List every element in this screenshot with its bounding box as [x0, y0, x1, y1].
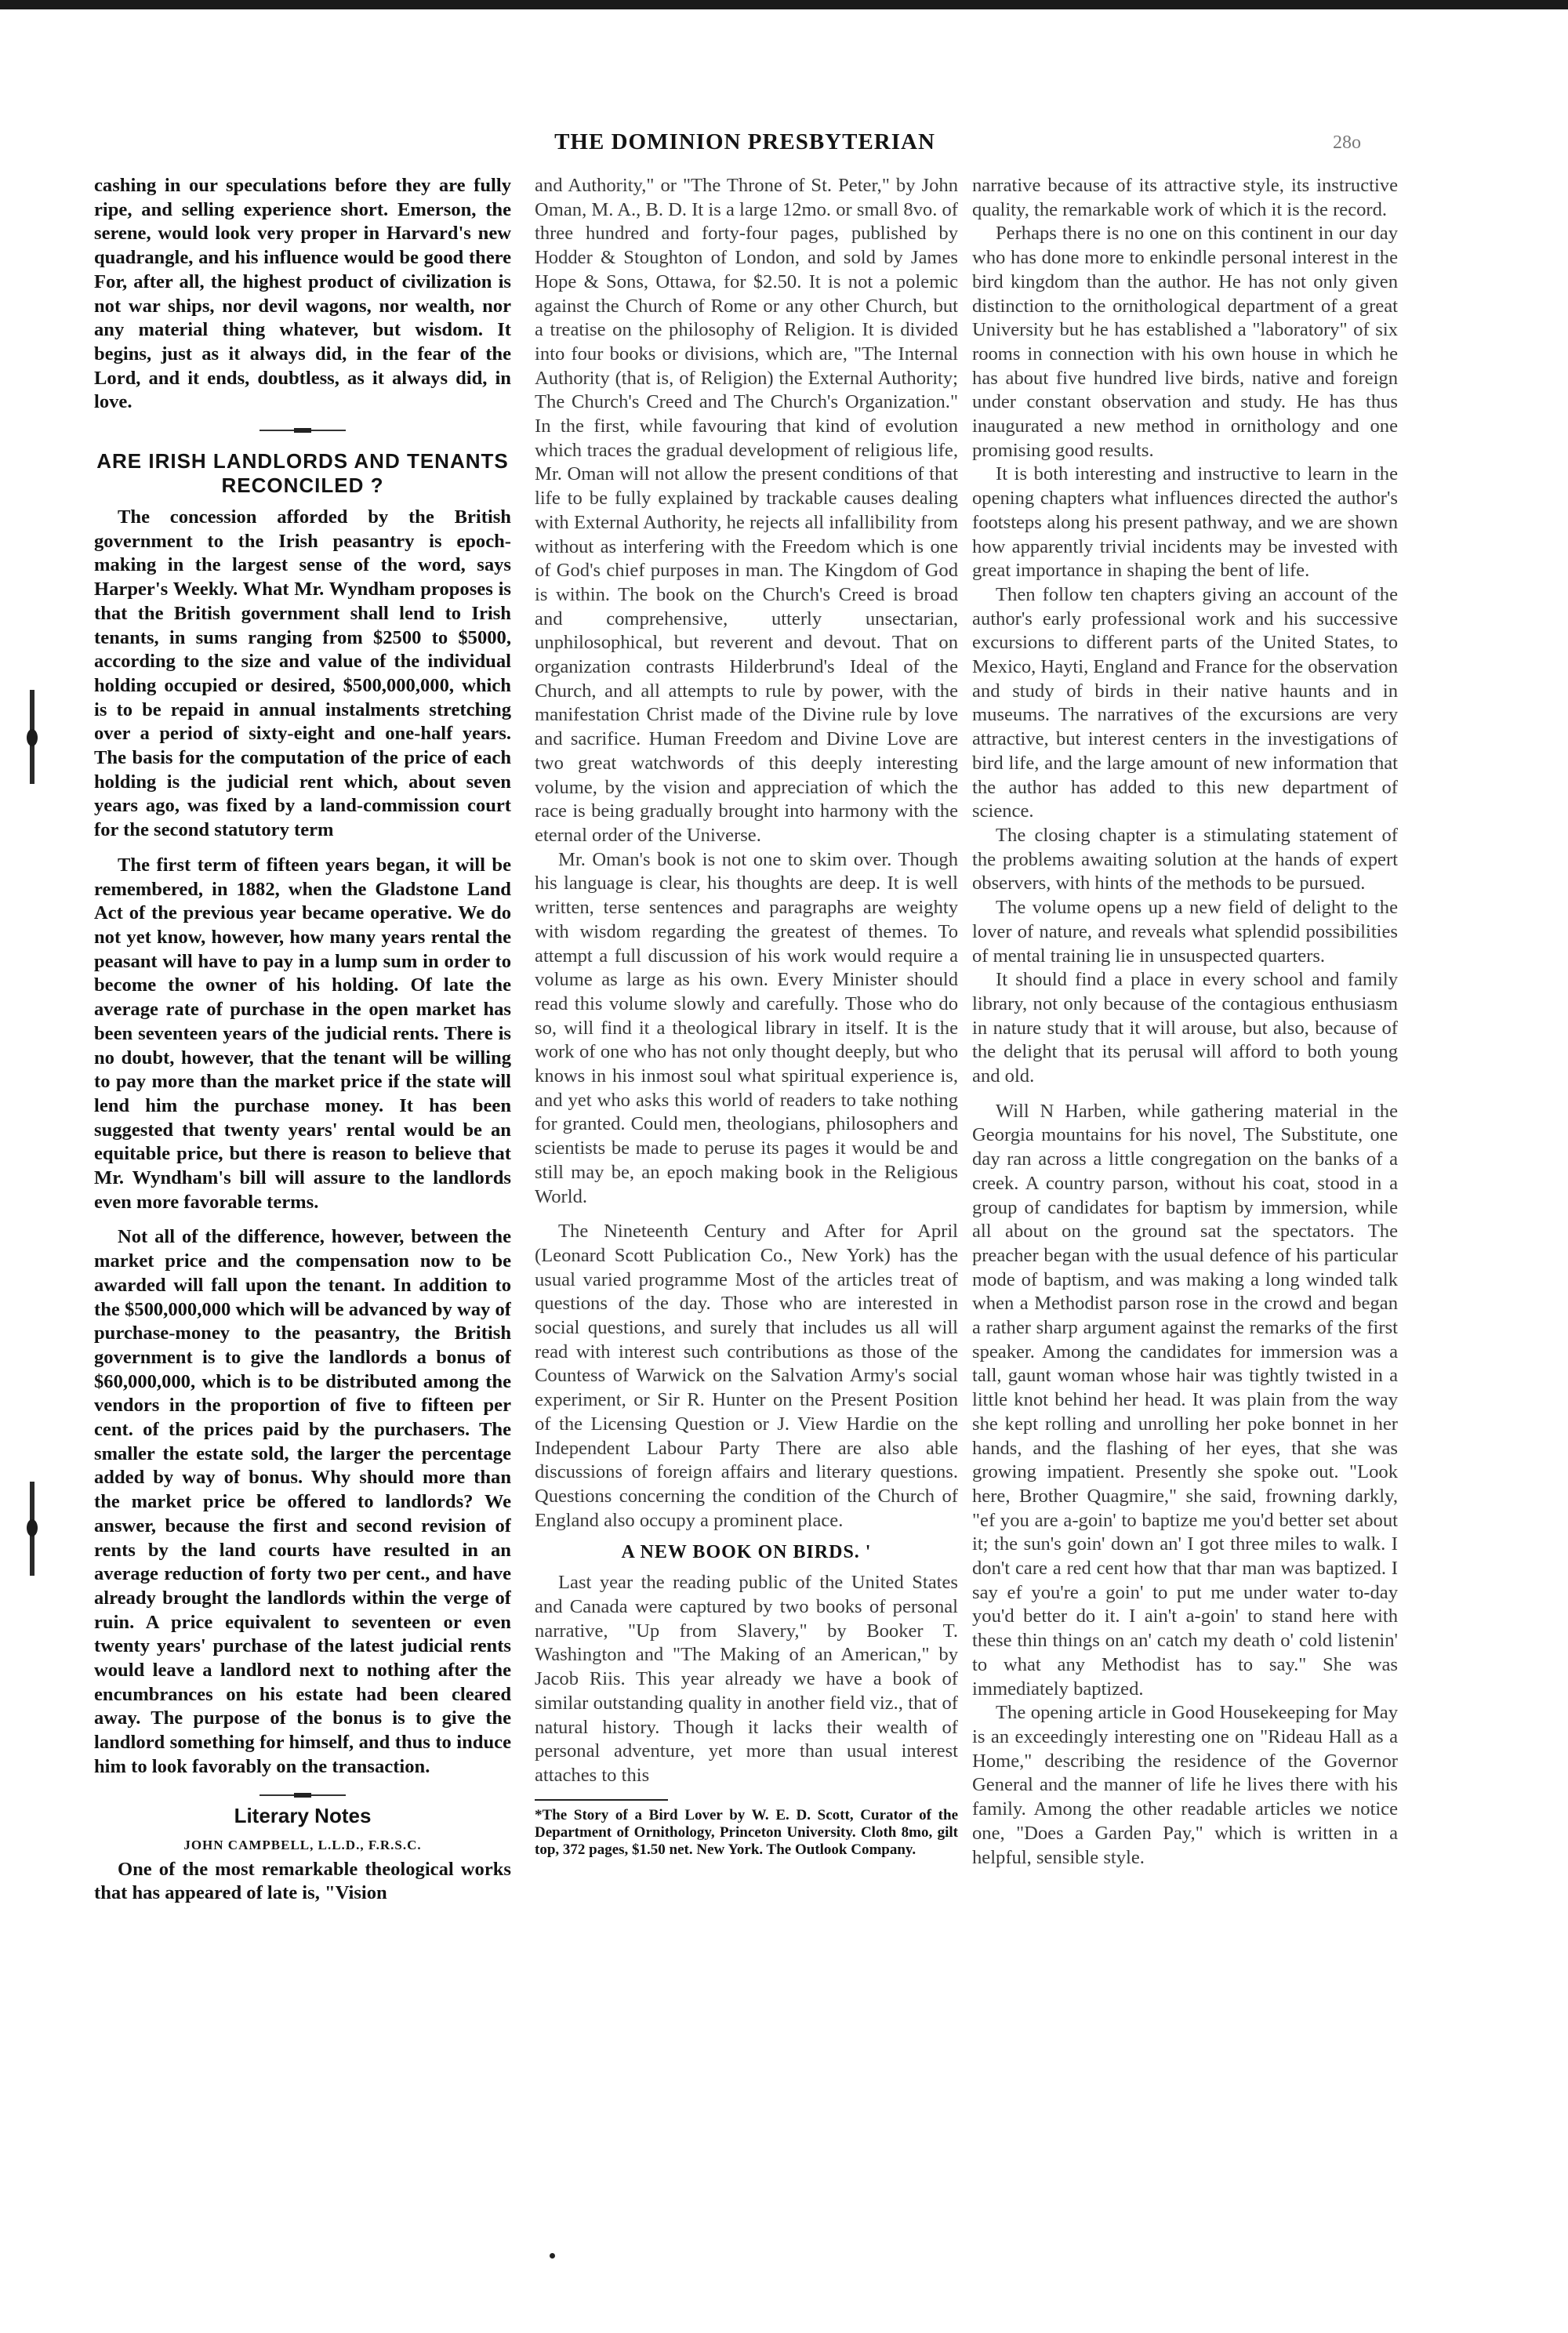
binding-mark-lower: [27, 1482, 38, 1576]
page-header: [0, 129, 1568, 169]
irish-paragraph-2: The first term of fifteen years began, it will be remembered, in 1882, when the Gladstone Land Act of the previous year became operative. We do not yet know, however, how many years rental the peasant will have to pay in a lump sum in order to become the owner of his holding. Of late the average rate of purchase in the open market has been seventeen years of the judicial rents. There is no doubt, however, that the tenant will be willing to pay more than the market price if the state will lend him the purchase money. It has been suggested that twenty years' rental would be an equitable price, but there is reason to believe that Mr. Wyndham's bill will assure to the landlords even more favorable terms.: [94, 854, 511, 1213]
binding-mark-upper: [27, 690, 38, 784]
column-right: [972, 174, 1398, 2181]
section-divider-ornament: [94, 1786, 511, 1794]
literary-notes-heading: Literary Notes: [234, 1803, 372, 1827]
nineteenth-century-paragraph: The Nineteenth Century and After for April (Leonard Scott Publication Co., New York) has the usual varied programme Most of the articles treat of questions of the day. Those who are interested in social questions, and surely that includes us all will read with interest such contributions as those of the Countess of Warwick on the Salvation Army's social experiment, or Sir R. Hunter on the Present Position of the Licensing Question or J. View Hardie on the Independent Labour Party There are also able discussions of foreign affairs and literary questions. Questions concerning the condition of the Church of England also occupy a prominent place.: [535, 1221, 958, 1531]
birds-book-paragraph-2: narrative because of its attractive style, its instructive quality, the remarkable work of which it is the record.: [972, 175, 1398, 220]
oman-review-paragraph-2: Mr. Oman's book is not one to skim over. Though his language is clear, his thoughts are deep. It is well written, terse sentences and paragraphs are weighty with wisdom regarding the greatest of themes. To attempt a full discussion of his work would require a volume as large as his own. Every Minister should read this volume slowly and carefully. Those who do so, will find it a theological library in itself. It is the work of one who has not only thought deeply, but who knows in his inmost soul what spiritual experience is, and yet who asks this world of readers to take nothing for granted. Could men, theologians, philosophers and scientists be made to peruse its pages it would be and still may be, an epoch making book in the Religious World.: [535, 848, 958, 1207]
oman-review-paragraph-1: and Authority," or "The Throne of St. Peter," by John Oman, M. A., B. D. It is a large 12mo. or small 8vo. of three hundred and forty-four pages, published by Hodder & Stoughton of London, and sold by James Hope & Sons, Ottawa, for $2.50. It is not a polemic against the Church of Rome or any other Church, but a treatise on the philosophy of Religion. It is divided into four books or divisions, which are, "The Internal Authority (that is, of Religion) the External Authority; The Church's Creed and The Church's Organization." In the first, while favouring that kind of evolution which traces the gradual development of religious life, Mr. Oman will not allow the present conditions of that life to be fully explained by trackable causes dealing with External Authority, he rejects all infallibility from without as interfering with the Freedom which is one of God's chief purposes in man. The Kingdom of God is within. The book on the Church's Creed is broad and comprehensive, utterly unsectarian, unphilosophical, but reverent and devout. That on organization contrasts Hilderbrund's Ideal of the Church, and all attempts to rule by power, with the manifestation Christ made of the Divine rule by love and sacrifice. Human Freedom and Divine Love are two great watchwords of this deeply interesting volume, by the vision and appreciation of which the race is being gradually brought into harmony with the eternal order of the Universe.: [535, 175, 958, 846]
good-housekeeping-paragraph: The opening article in Good Housekeeping for May is an exceedingly interesting one on "Rideau Hall as a Home," describing the residence of the Governor General and the manner of life he lives there with his family. Among the other readable articles we notice one, "Does a Garden Pay," which is written in a helpful, sensible style.: [972, 1702, 1398, 1868]
footnote: *The Story of a Bird Lover by W. E. D. Scott, Curator of the Department of Ornithology, Princeton University. Cloth 8mo, gilt top, 372 pages, $1.50 net. New York. The Outlook Company.: [535, 1806, 958, 1858]
emerson-paragraph: cashing in our speculations before they are fully ripe, and selling experience short. Emerson, the serene, would look very proper in Harvard's new quadrangle, and his influence would be good there For, after all, the highest product of civilization is not war ships, nor devil wagons, nor wealth, nor any material thing whatever, but wisdom. It begins, just as it always did, in the fear of the Lord, and it ends, doubtless, as it always did, in love.: [94, 175, 511, 413]
harben-baptism-paragraph: Will N Harben, while gathering material in the Georgia mountains for his novel, The Substitute, one day ran across a little congregation on the banks of a creek. A country parson, without his coat, stood in a group of candidates for baptism by immersion, while all about on the ground sat the spectators. The preacher began with the usual defence of his particular mode of baptism, and was making a long winded talk when a Methodist parson rose in the crowd and began a rather sharp argument against the remarks of the first speaker. Among the candidates for immersion was a tall, gaunt woman whose hair was tightly twisted in a little knot behind her head. It was plain from the way she kept rolling and unrolling her poke bonnet in her hands, and the flashing of her eyes, that she was growing impatient. Presently she spoke out. "Look here, Brother Quagmire," she said, frowning darkly, "ef you are a-goin' to baptize me you'd better set about it; the sun's goin' down an' I got three miles to walk. I don't care a red cent how that thar man was baptized. I say ef you're a goin' to put me under water to-day you'd better do it. I ain't a-goin' to stand here with these thin things on an' catch my death o' cold listenin' to what any Methodist has to say." She was immediately baptized.: [972, 1100, 1398, 1700]
stray-ink-dot: [550, 2253, 555, 2259]
page-number: 28o: [1333, 132, 1361, 153]
birds-book-paragraph-6: The closing chapter is a stimulating statement of the problems awaiting solution at the hands of expert observers, with hints of the methods to be pursued.: [972, 824, 1398, 894]
new-book-on-birds-heading: A NEW BOOK ON BIRDS. ': [621, 1542, 872, 1563]
birds-book-paragraph-8: It should find a place in every school and family library, not only because of the contagious enthusiasm in nature study that it will arouse, but also, because of the delight that its perusal will afford to both young and old.: [972, 969, 1398, 1087]
birds-book-paragraph-4: It is both interesting and instructive to learn in the opening chapters what influences directed the author's footsteps along his present pathway, and we are shown how apparently trivial incidents may be invested with great importance in shaping the bent of life.: [972, 463, 1398, 582]
irish-paragraph-1: The concession afforded by the British government to the Irish peasantry is epoch-making in the largest sense of the word, says Harper's Weekly. What Mr. Wyndham proposes is that the British government shall lend to Irish tenants, in sums ranging from $2500 to $5000, according to the size and value of the individual holding occupied or desired, $500,000,000, which is to be repaid in annual instalments stretching over a period of sixty-eight and one-half years. The basis for the computation of the price of each holding is the judicial rent which, about seven years ago, was fixed by a land-commission court for the second statutory term: [94, 506, 511, 841]
vision-authority-paragraph-start: One of the most remarkable theological works that has appeared of late is, "Vision: [94, 1858, 511, 1904]
author-byline: JOHN CAMPBELL, L.L.D., F.R.S.C.: [183, 1837, 422, 1852]
section-divider-ornament: [94, 421, 511, 429]
column-left: [94, 174, 511, 2173]
scan-top-border: [0, 0, 1568, 9]
birds-book-paragraph-1: Last year the reading public of the United States and Canada were captured by two books of personal narrative, "Up from Slavery," by Booker T. Washington and "The Making of an American," by Jacob Riis. This year already we have a book of similar outstanding quality in another field viz., that of natural history. Though it lacks their wealth of personal adventure, yet more than usual interest attaches to this: [535, 1572, 958, 1786]
birds-book-paragraph-5: Then follow ten chapters giving an account of the author's early professional work and his successive excursions to different parts of the United States, to Mexico, Hayti, England and France for the observation and study of birds in their native haunts and in museums. The narratives of the excursions are very attractive, but interest centers in the investigations of bird life, and the large amount of new information that the author has added to this new department of science.: [972, 583, 1398, 822]
running-title: THE DOMINION PRESBYTERIAN: [554, 129, 935, 154]
column-middle: [535, 174, 958, 2197]
birds-book-paragraph-7: The volume opens up a new field of delight to the lover of nature, and reveals what splendid possibilities of mental training lie in unsuspected quarters.: [972, 897, 1398, 967]
irish-landlords-heading: ARE IRISH LANDLORDS AND TENANTS RECONCILED ?: [96, 449, 509, 498]
footnote-rule: [535, 1799, 668, 1801]
birds-book-paragraph-3: Perhaps there is no one on this continent in our day who has done more to enkindle personal interest in the bird kingdom than the author. He has not only given distinction to the ornithological department of a great University but he has established a "laboratory" of six rooms in connection with his own house in which he has about five hundred live birds, native and foreign under constant observation and study. He has thus inaugurated a new method in ornithology and one promising good results.: [972, 223, 1398, 461]
irish-paragraph-3: Not all of the difference, however, between the market price and the compensation now to be awarded will fall upon the tenant. In addition to the $500,000,000 which will be advanced by way of purchase-money to the peasantry, the British government is to give the landlords a bonus of $60,000,000, which is to be distributed among the vendors in the proportion of five to fifteen per cent. of the prices paid by the purchasers. The smaller the estate sold, the larger the percentage added by way of bonus. Why should more than the market price be offered to landlords? We answer, because the first and second revision of rents by the land courts have resulted in an average reduction of forty two per cent., and have already brought the landlords within the verge of ruin. A price equivalent to seventeen or even twenty years' purchase of the latest judicial rents would leave a landlord next to nothing after the encumbrances on his estate had been cleared away. The purpose of the bonus is to give the landlord something for himself, and thus to induce him to look favorably on the transaction.: [94, 1226, 511, 1777]
